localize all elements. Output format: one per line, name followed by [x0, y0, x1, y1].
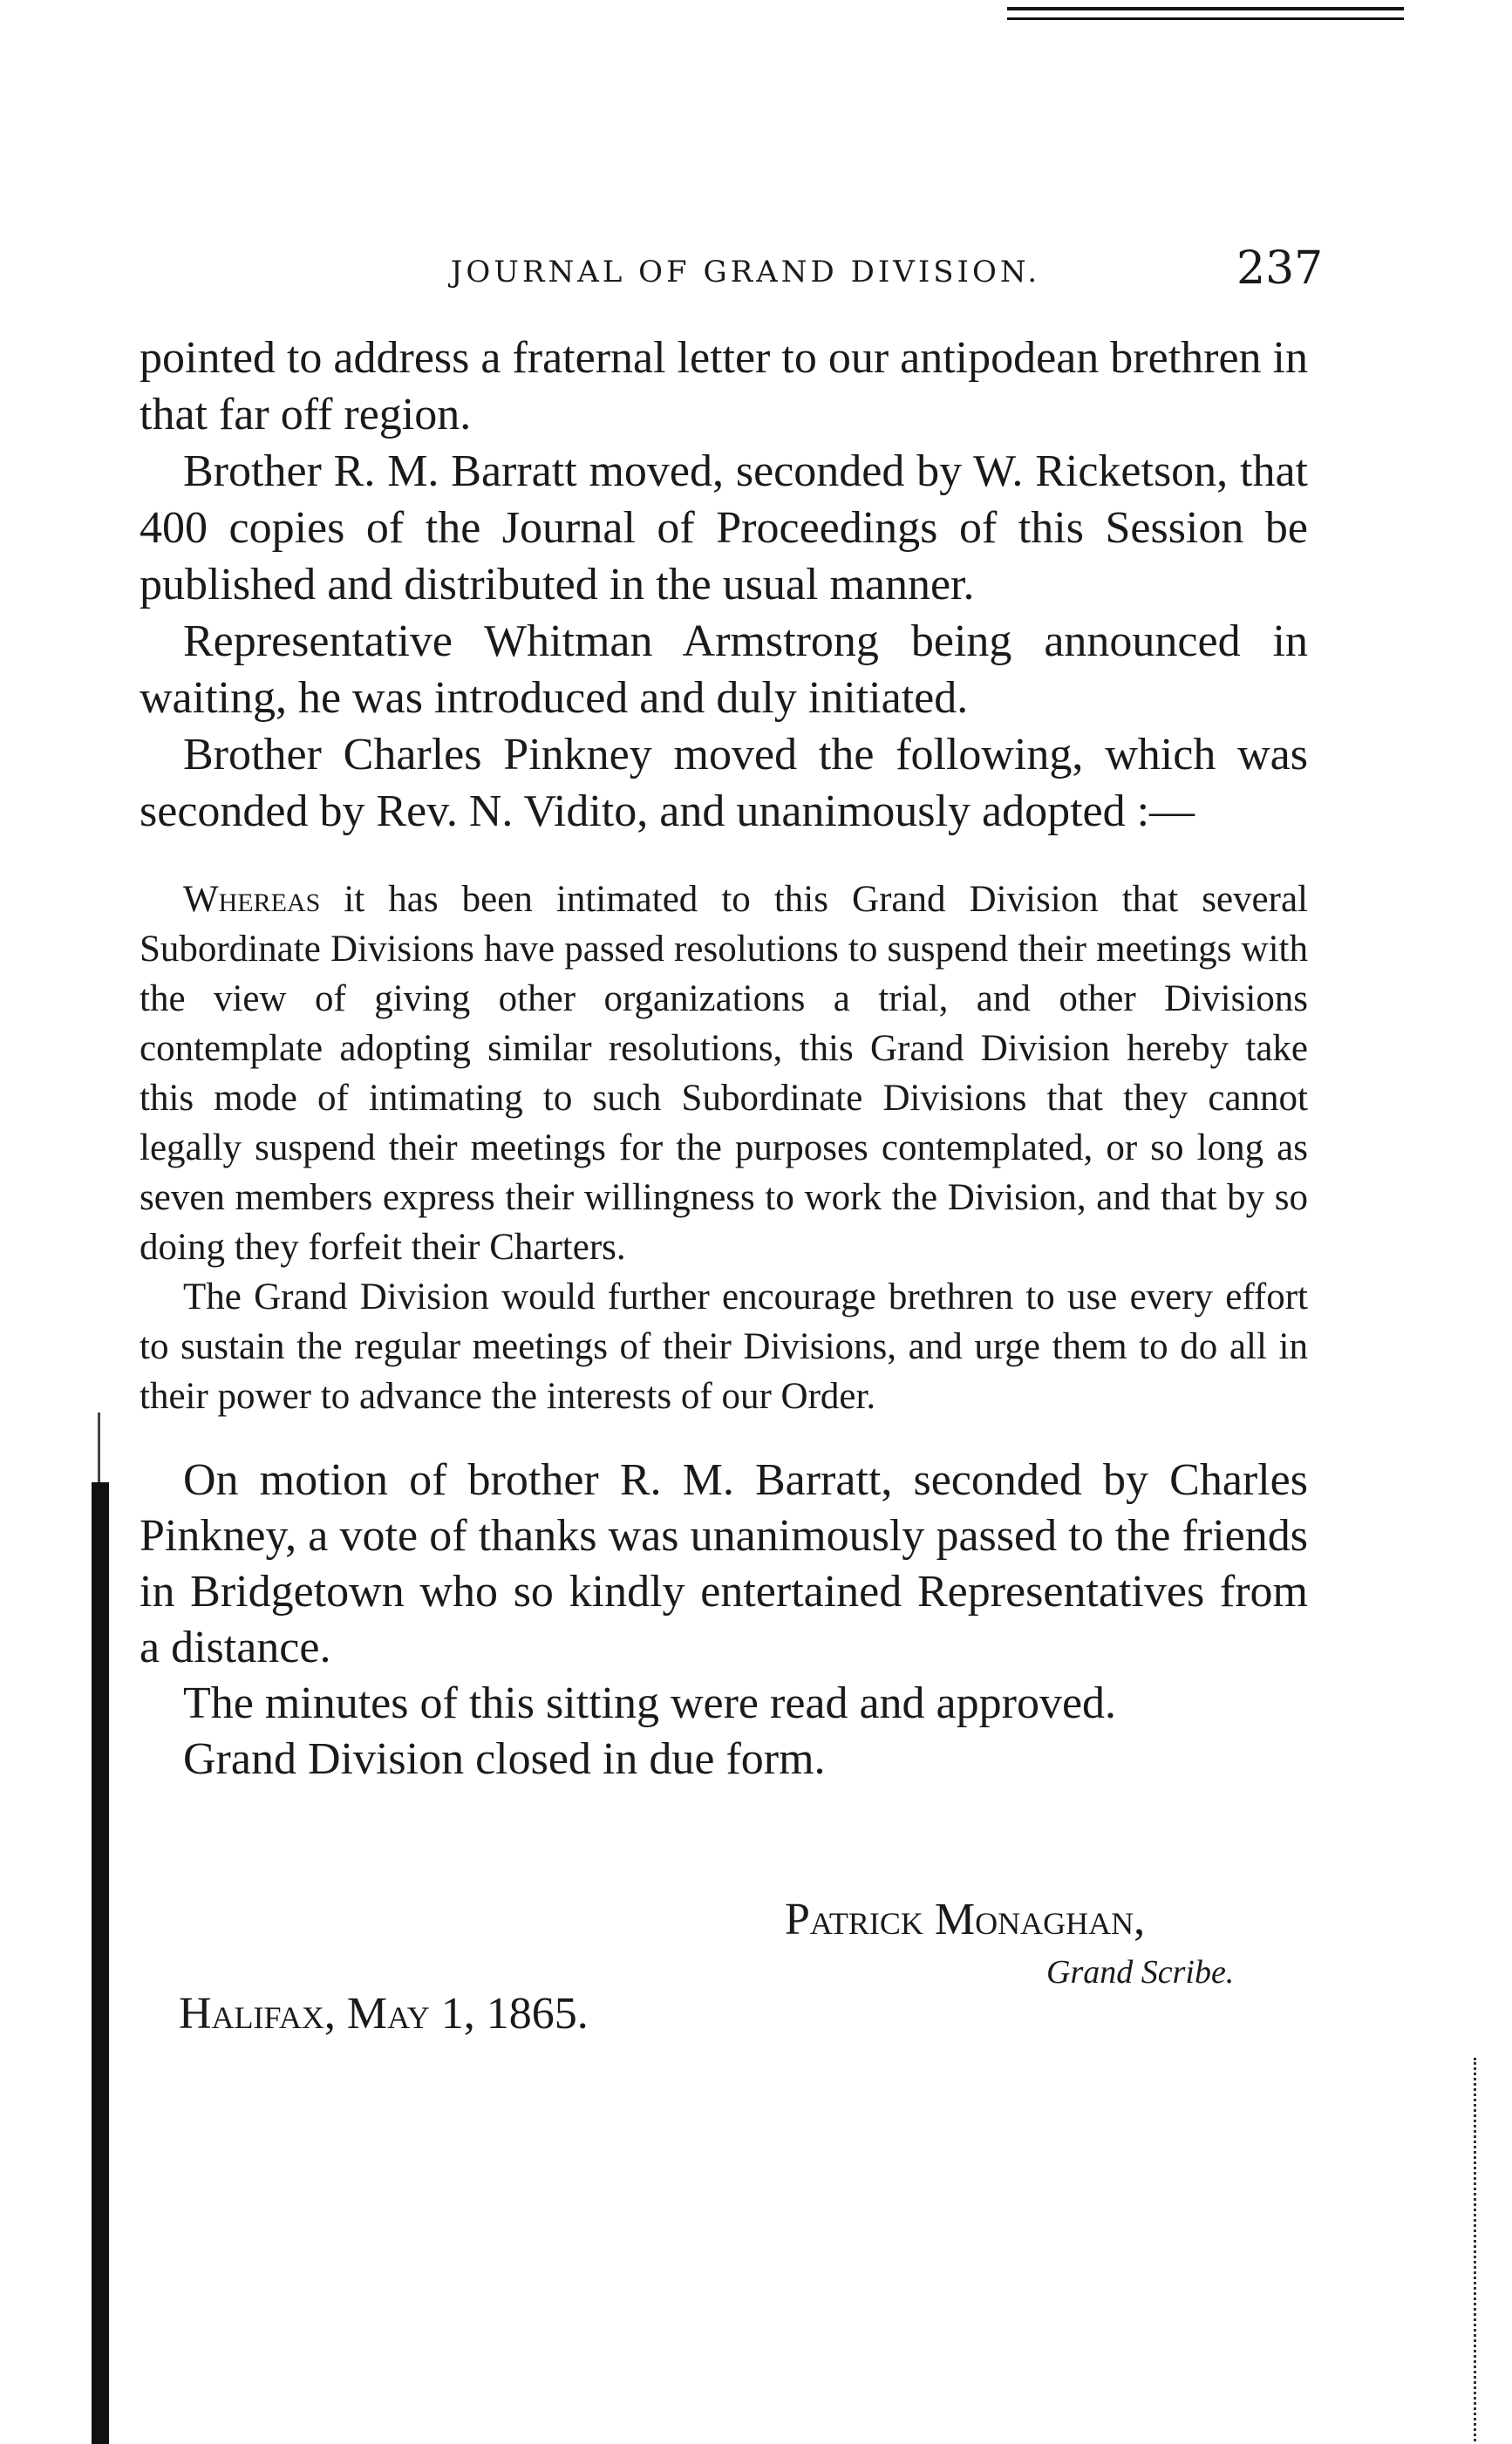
whereas-word: Whereas [183, 879, 321, 920]
page-edge-marks [1474, 2058, 1488, 2441]
resolution-encourage: The Grand Division would further encourage brethren to use every effort to sustain the regular meetings of their Divisions, and urge them to do all in their power to advance the interests of our Order. [140, 1276, 1308, 1417]
binding-edge [92, 1482, 109, 2444]
paragraph-closed: Grand Division closed in due form. [183, 1734, 826, 1784]
page-body [140, 330, 1308, 1787]
dateline-text: Halifax, May 1, 1865. [179, 1989, 589, 2039]
binding-edge-thin [98, 1413, 100, 1491]
top-rule-secondary [1007, 17, 1404, 20]
paragraph-vote-of-thanks: On motion of brother R. M. Barratt, seconded by Charles Pinkney, a vote of thanks was unanimously passed to the friends in Bridgetown who so kindly entertained Representatives from a distance. [140, 1455, 1308, 1672]
paragraph-minutes-approved: The minutes of this sitting were read and approved. [183, 1678, 1117, 1728]
dateline [179, 1988, 589, 2039]
signature-name: Patrick Monaghan, [785, 1895, 1146, 1944]
paragraph-armstrong: Representative Whitman Armstrong being announced in waiting, he was introduced and duly initiated. [140, 616, 1308, 723]
page-number: 237 [1236, 242, 1324, 295]
resolution-whereas [140, 875, 1308, 1272]
resolution-block [140, 875, 1308, 1421]
top-rule [1007, 7, 1404, 10]
paragraph-barratt-motion: Brother R. M. Barratt moved, seconded by W. Ricketson, that 400 copies of the Journal of Proceedings of this Session be published and distributed in the usual manner. [140, 446, 1308, 609]
running-header: JOURNAL OF GRAND DIVISION. [450, 255, 1041, 289]
resolution-whereas-text: it has been intimated to this Grand Division that several Subordinate Divisions have passed resolutions to suspend their meetings with the view of giving other organizations a trial, and other Divisions contemplate adopting similar resolutions, this Grand Division hereby take this mode of intimating to such Subordinate Divisions that they cannot legally suspend their meetings for the purposes contemplated, or so long as seven members express their willingness to work the Division, and that by so doing they forfeit their Charters. [140, 879, 1308, 1268]
closing-section [140, 1453, 1308, 1787]
paragraph-continued: pointed to address a fraternal letter to our antipodean brethren in that far off region. [140, 333, 1308, 439]
signature-title: Grand Scribe. [1046, 1954, 1235, 1991]
minutes-section [140, 330, 1308, 840]
paragraph-pinkney-motion: Brother Charles Pinkney moved the following, which was seconded by Rev. N. Vidito, and unanimously adopted :— [140, 730, 1308, 836]
